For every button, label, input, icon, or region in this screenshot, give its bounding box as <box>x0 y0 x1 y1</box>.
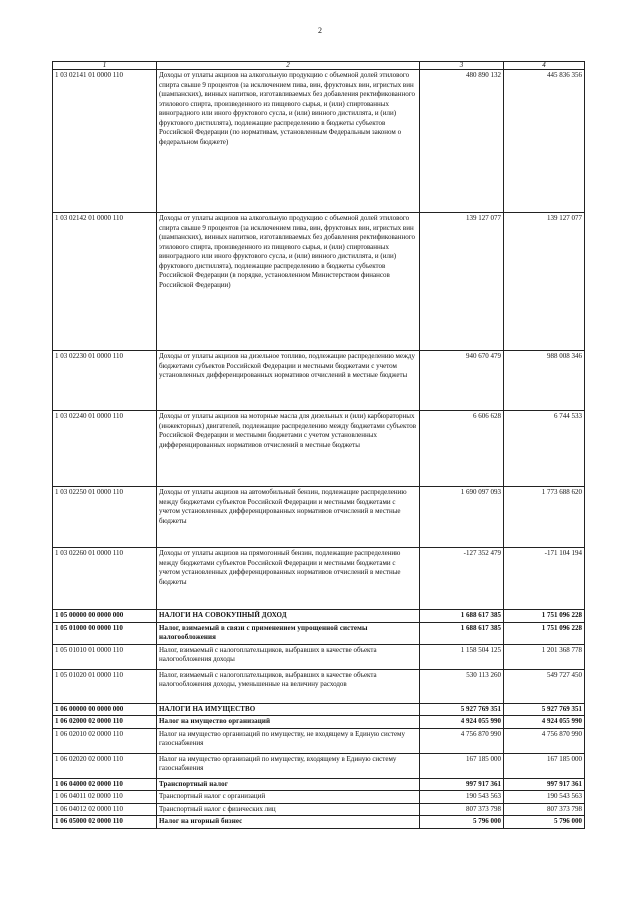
row-value-4: 807 373 798 <box>504 803 585 816</box>
table-row <box>53 644 585 669</box>
row-code: 1 05 00000 00 0000 000 <box>53 610 157 623</box>
row-value-3: 480 890 132 <box>420 70 504 213</box>
table-row <box>53 778 585 791</box>
row-name: Доходы от уплаты акцизов на автомобильный бензин, подлежащие распределению между бюджетами субъектов Российской Федерации и местными бюджетами с учетом установленных дифференцированных нормативов отчислений в местные бюджеты <box>157 487 420 548</box>
row-value-4: 4 756 870 990 <box>504 728 585 753</box>
row-name: НАЛОГИ НА СОВОКУПНЫЙ ДОХОД <box>157 610 420 623</box>
row-value-3: 940 670 479 <box>420 351 504 411</box>
row-code: 1 06 00000 00 0000 000 <box>53 703 157 716</box>
row-value-3: 530 113 260 <box>420 669 504 703</box>
row-value-3: 1 688 617 385 <box>420 610 504 623</box>
row-value-3: 1 688 617 385 <box>420 622 504 644</box>
table-row <box>53 411 585 487</box>
row-name: НАЛОГИ НА ИМУЩЕСТВО <box>157 703 420 716</box>
row-value-3: 4 756 870 990 <box>420 728 504 753</box>
row-code: 1 03 02240 01 0000 110 <box>53 411 157 487</box>
row-value-3: -127 352 479 <box>420 548 504 610</box>
table-row <box>53 703 585 716</box>
table-row <box>53 213 585 351</box>
column-header-name: 2 <box>157 62 420 70</box>
row-name: Налог, взимаемый с налогоплательщиков, выбравших в качестве объекта налогообложения доходы <box>157 644 420 669</box>
row-value-3: 807 373 798 <box>420 803 504 816</box>
row-name: Транспортный налог <box>157 778 420 791</box>
row-code: 1 06 02020 02 0000 110 <box>53 753 157 778</box>
table-body <box>53 70 585 829</box>
row-code: 1 03 02141 01 0000 110 <box>53 70 157 213</box>
row-value-3: 1 158 504 125 <box>420 644 504 669</box>
row-value-3: 167 185 000 <box>420 753 504 778</box>
row-code: 1 06 05000 02 0000 110 <box>53 816 157 829</box>
row-name: Доходы от уплаты акцизов на алкогольную продукцию с объемной долей этилового спирта свыше 9 процентов (за исключением пива, вин, фруктовых вин, игристых вин (шампанских), винных напитков, изготавливаемых без добавления ректификованного этилового спирта, произведенного из пищевого сырья, и (или) спиртованных виноградного или иного фруктового сусла, и (или) винного дистиллята, и (или) фруктового дистиллята), подлежащие распределению в бюджеты субъектов Российской Федерации (по нормативам, установленным Федеральным законом о федеральном бюджете) <box>157 70 420 213</box>
row-code: 1 06 04000 02 0000 110 <box>53 778 157 791</box>
row-name: Транспортный налог с физических лиц <box>157 803 420 816</box>
row-value-4: 997 917 361 <box>504 778 585 791</box>
row-code: 1 06 02010 02 0000 110 <box>53 728 157 753</box>
row-value-3: 4 924 055 990 <box>420 716 504 729</box>
row-value-4: 139 127 077 <box>504 213 585 351</box>
row-name: Налог на игорный бизнес <box>157 816 420 829</box>
row-value-3: 997 917 361 <box>420 778 504 791</box>
row-value-4: 167 185 000 <box>504 753 585 778</box>
table-row <box>53 70 585 213</box>
row-code: 1 03 02142 01 0000 110 <box>53 213 157 351</box>
row-name: Налог, взимаемый в связи с применением упрощенной системы налогообложения <box>157 622 420 644</box>
table-row <box>53 487 585 548</box>
row-value-3: 190 543 563 <box>420 791 504 804</box>
column-header-code: 1 <box>53 62 157 70</box>
row-value-4: 5 927 769 351 <box>504 703 585 716</box>
table-row <box>53 548 585 610</box>
row-value-4: 1 201 368 778 <box>504 644 585 669</box>
row-name: Налог на имущество организаций <box>157 716 420 729</box>
row-value-4: 4 924 055 990 <box>504 716 585 729</box>
row-code: 1 06 04011 02 0000 110 <box>53 791 157 804</box>
row-value-4: 190 543 563 <box>504 791 585 804</box>
row-name: Транспортный налог с организаций <box>157 791 420 804</box>
row-name: Налог на имущество организаций по имуществу, не входящему в Единую систему газоснабжения <box>157 728 420 753</box>
row-name: Налог на имущество организаций по имуществу, входящему в Единую систему газоснабжения <box>157 753 420 778</box>
row-code: 1 06 04012 02 0000 110 <box>53 803 157 816</box>
row-value-3: 5 927 769 351 <box>420 703 504 716</box>
row-code: 1 05 01000 00 0000 110 <box>53 622 157 644</box>
row-value-4: 1 751 096 228 <box>504 610 585 623</box>
row-value-4: 988 008 346 <box>504 351 585 411</box>
column-header-value-4: 4 <box>504 62 585 70</box>
table-row <box>53 816 585 829</box>
table-row <box>53 610 585 623</box>
table-row <box>53 716 585 729</box>
row-value-3: 1 690 097 093 <box>420 487 504 548</box>
row-value-4: 549 727 450 <box>504 669 585 703</box>
table-row <box>53 351 585 411</box>
row-value-4: 1 751 096 228 <box>504 622 585 644</box>
row-value-4: 1 773 688 620 <box>504 487 585 548</box>
row-value-4: 5 796 000 <box>504 816 585 829</box>
row-name: Доходы от уплаты акцизов на алкогольную продукцию с объемной долей этилового спирта свыше 9 процентов (за исключением пива, вин, фруктовых вин, игристых вин (шампанских), винных напитков, изготавливаемых без добавления ректификованного этилового спирта, произведенного из пищевого сырья, и (или) спиртованных виноградного или иного фруктового сусла, и (или) винного дистиллята, и (или) фруктового дистиллята), подлежащие распределению в бюджеты субъектов Российской Федерации (в порядке, установленном Министерством финансов Российской Федерации) <box>157 213 420 351</box>
table-row <box>53 803 585 816</box>
column-number-row <box>53 62 585 70</box>
row-value-4: 6 744 533 <box>504 411 585 487</box>
row-code: 1 03 02250 01 0000 110 <box>53 487 157 548</box>
row-code: 1 03 02230 01 0000 110 <box>53 351 157 411</box>
row-value-4: -171 104 194 <box>504 548 585 610</box>
table-row <box>53 791 585 804</box>
row-name: Доходы от уплаты акцизов на моторные масла для дизельных и (или) карбюраторных (инжекторных) двигателей, подлежащие распределению между бюджетами субъектов Российской Федерации и местными бюджетами с учетом установленных дифференцированных нормативов отчислений в местные бюджеты <box>157 411 420 487</box>
row-value-3: 6 606 628 <box>420 411 504 487</box>
row-value-4: 445 836 356 <box>504 70 585 213</box>
row-value-3: 139 127 077 <box>420 213 504 351</box>
page-number: 2 <box>318 26 322 35</box>
row-name: Налог, взимаемый с налогоплательщиков, выбравших в качестве объекта налогообложения доходы, уменьшенные на величину расходов <box>157 669 420 703</box>
table-row <box>53 669 585 703</box>
row-code: 1 06 02000 02 0000 110 <box>53 716 157 729</box>
row-name: Доходы от уплаты акцизов на прямогонный бензин, подлежащие распределению между бюджетами субъектов Российской Федерации и местными бюджетами с учетом установленных дифференцированных нормативов отчислений в местные бюджеты <box>157 548 420 610</box>
row-code: 1 05 01010 01 0000 110 <box>53 644 157 669</box>
row-code: 1 05 01020 01 0000 110 <box>53 669 157 703</box>
row-value-3: 5 796 000 <box>420 816 504 829</box>
table-row <box>53 622 585 644</box>
table-row <box>53 728 585 753</box>
row-code: 1 03 02260 01 0000 110 <box>53 548 157 610</box>
table-row <box>53 753 585 778</box>
column-header-value-3: 3 <box>420 62 504 70</box>
row-name: Доходы от уплаты акцизов на дизельное топливо, подлежащие распределению между бюджетами субъектов Российской Федерации и местными бюджетами с учетом установленных дифференцированных нормативов отчислений в местные бюджеты <box>157 351 420 411</box>
revenue-table <box>52 61 585 829</box>
